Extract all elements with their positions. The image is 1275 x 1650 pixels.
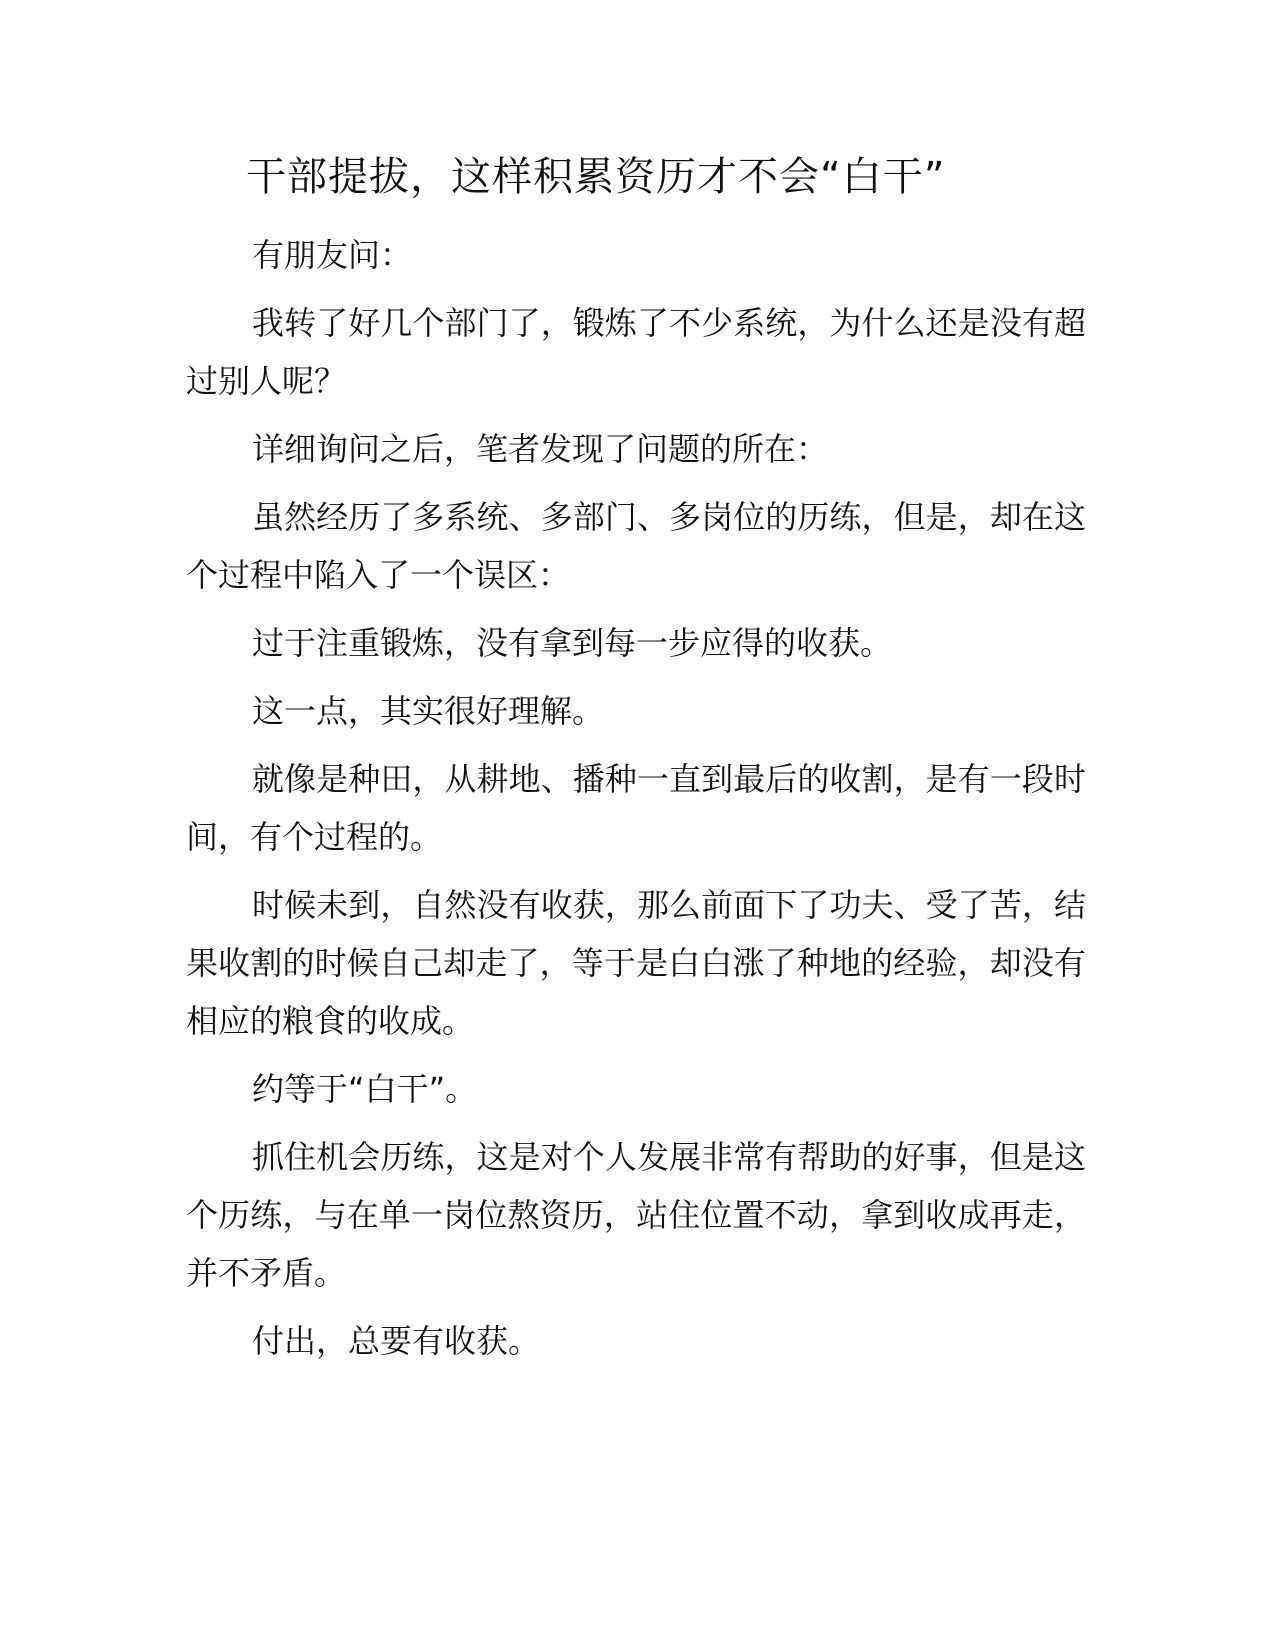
paragraph-10: 抓住机会历练，这是对个人发展非常有帮助的好事，但是这个历练，与在单一岗位熬资历，站住位置不动，拿到收成再走，并不矛盾。: [186, 1138, 1086, 1292]
paragraph-8: 时候未到，自然没有收获，那么前面下了功夫、受了苦，结果收割的时候自己却走了，等于是白白涨了种地的经验，却没有相应的粮食的收成。: [186, 886, 1086, 1040]
paragraph-5: 过于注重锻炼，没有拿到每一步应得的收获。: [252, 624, 893, 662]
paragraph-6: 这一点，其实很好理解。: [252, 692, 605, 730]
paragraph-9: 约等于“白干”。: [252, 1070, 478, 1108]
paragraph-4: 虽然经历了多系统、多部门、多岗位的历练，但是，却在这个过程中陷入了一个误区：: [186, 498, 1086, 594]
paragraph-11: 付出，总要有收获。: [252, 1322, 541, 1360]
document-title: 干部提拔，这样积累资历才不会“白干”: [246, 154, 946, 200]
paragraph-1: 有朋友问：: [252, 236, 413, 274]
document-page: [186, 150, 1086, 1380]
paragraph-3: 详细询问之后，笔者发现了问题的所在：: [252, 430, 829, 468]
paragraph-2: 我转了好几个部门了，锻炼了不少系统，为什么还是没有超过别人呢？: [186, 304, 1086, 400]
paragraph-7: 就像是种田，从耕地、播种一直到最后的收割，是有一段时间，有个过程的。: [186, 760, 1086, 856]
